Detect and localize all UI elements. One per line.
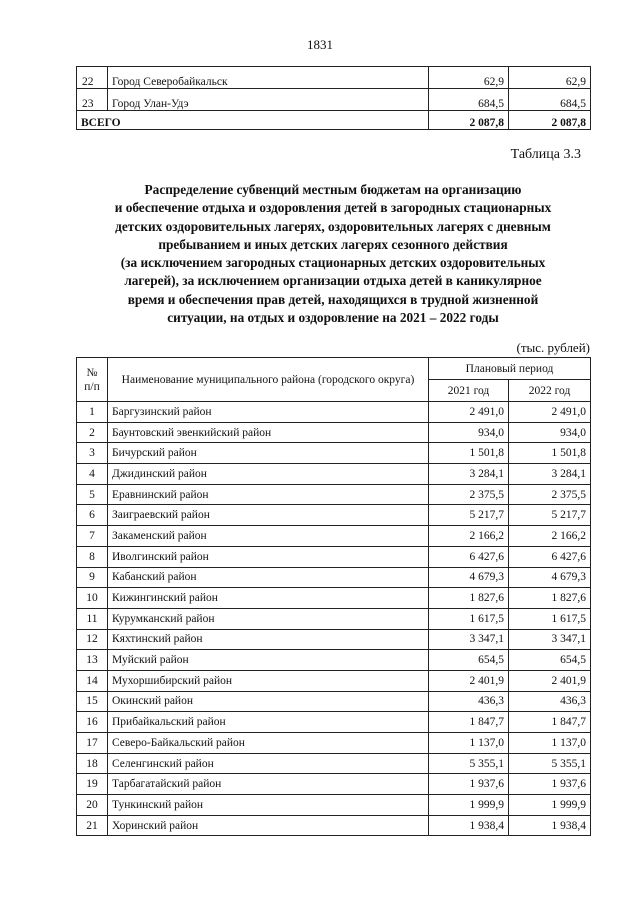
row-value-2021: 5 355,1 <box>429 753 509 774</box>
row-value-2021: 3 347,1 <box>429 629 509 650</box>
previous-table-body <box>77 67 591 130</box>
row-name: Селенгинский район <box>108 753 429 774</box>
row-number: 22 <box>77 67 108 89</box>
row-number: 7 <box>77 526 108 547</box>
row-value-2022: 1 938,4 <box>509 815 591 836</box>
row-value-2021: 1 501,8 <box>429 443 509 464</box>
row-number: 23 <box>77 89 108 111</box>
row-number: 12 <box>77 629 108 650</box>
row-name: Кабанский район <box>108 567 429 588</box>
row-value-2022: 1 501,8 <box>509 443 591 464</box>
units-label: (тыс. рублей) <box>516 340 590 355</box>
row-value-2022: 2 491,0 <box>509 402 591 423</box>
row-value-2021: 3 284,1 <box>429 464 509 485</box>
row-number: 21 <box>77 815 108 836</box>
table-row <box>77 608 591 629</box>
row-value-2021: 934,0 <box>429 422 509 443</box>
table-title <box>76 181 590 327</box>
total-label: ВСЕГО <box>77 111 429 130</box>
row-value-2022: 2 401,9 <box>509 670 591 691</box>
row-name: Прибайкальский район <box>108 712 429 733</box>
row-value-2021: 62,9 <box>429 67 509 89</box>
row-number: 4 <box>77 464 108 485</box>
row-value-2022: 62,9 <box>509 67 591 89</box>
row-number: 11 <box>77 608 108 629</box>
row-name: Хоринский район <box>108 815 429 836</box>
row-number: 5 <box>77 484 108 505</box>
row-value-2022: 5 355,1 <box>509 753 591 774</box>
row-value-2022: 3 284,1 <box>509 464 591 485</box>
header-2022: 2022 год <box>509 380 591 402</box>
row-value-2021: 2 375,5 <box>429 484 509 505</box>
row-name: Муйский район <box>108 650 429 671</box>
table-row <box>77 546 591 567</box>
title-line: лагерей), за исключением организации отдыха детей в каникулярное <box>124 273 542 289</box>
title-line: пребыванием и иных детских лагерях сезонного действия <box>158 236 508 252</box>
row-number: 15 <box>77 691 108 712</box>
table-body <box>77 402 591 836</box>
row-value-2021: 6 427,6 <box>429 546 509 567</box>
row-name: Еравнинский район <box>108 484 429 505</box>
row-number: 3 <box>77 443 108 464</box>
row-value-2021: 2 491,0 <box>429 402 509 423</box>
row-number: 14 <box>77 670 108 691</box>
title-line: Распределение субвенций местным бюджетам на организацию <box>144 182 522 197</box>
row-value-2022: 6 427,6 <box>509 546 591 567</box>
table-header <box>77 358 591 402</box>
row-name: Заиграевский район <box>108 505 429 526</box>
row-name: Окинский район <box>108 691 429 712</box>
table-row <box>77 670 591 691</box>
row-number: 18 <box>77 753 108 774</box>
row-number: 16 <box>77 712 108 733</box>
row-value-2021: 436,3 <box>429 691 509 712</box>
previous-table-continuation <box>76 66 591 130</box>
row-value-2021: 1 999,9 <box>429 795 509 816</box>
row-value-2021: 1 937,6 <box>429 774 509 795</box>
row-value-2021: 1 137,0 <box>429 733 509 754</box>
row-number: 13 <box>77 650 108 671</box>
page-number: 1831 <box>307 37 333 52</box>
table-row <box>77 795 591 816</box>
row-value-2021: 2 401,9 <box>429 670 509 691</box>
header-2021: 2021 год <box>429 380 509 402</box>
row-name: Кижингинский район <box>108 588 429 609</box>
table-row <box>77 712 591 733</box>
row-name: Северо-Байкальский район <box>108 733 429 754</box>
row-value-2021: 5 217,7 <box>429 505 509 526</box>
table-row <box>77 526 591 547</box>
row-value-2021: 684,5 <box>429 89 509 111</box>
row-value-2022: 1 847,7 <box>509 712 591 733</box>
table-row <box>77 505 591 526</box>
row-value-2021: 1 938,4 <box>429 815 509 836</box>
table-caption: Таблица 3.3 <box>510 147 581 162</box>
total-row <box>77 111 591 130</box>
row-number: 6 <box>77 505 108 526</box>
row-name: Кяхтинский район <box>108 629 429 650</box>
table-row <box>77 464 591 485</box>
row-value-2022: 684,5 <box>509 89 591 111</box>
table-row <box>77 815 591 836</box>
table-row <box>77 588 591 609</box>
row-value-2022: 2 375,5 <box>509 484 591 505</box>
row-name: Город Улан-Удэ <box>108 89 429 111</box>
title-line: детских оздоровительных лагерях, оздоровительных лагерях с дневным <box>115 218 551 234</box>
row-value-2021: 2 166,2 <box>429 526 509 547</box>
table-row <box>77 422 591 443</box>
title-line: время и обеспечения прав детей, находящихся в трудной жизненной <box>127 291 539 307</box>
row-value-2022: 1 937,6 <box>509 774 591 795</box>
row-number: 1 <box>77 402 108 423</box>
table-row <box>77 691 591 712</box>
row-number: 19 <box>77 774 108 795</box>
row-name: Бичурский район <box>108 443 429 464</box>
title-line: (за исключением загородных стационарных детских оздоровительных <box>120 255 546 271</box>
total-value-2021: 2 087,8 <box>429 111 509 130</box>
row-value-2022: 654,5 <box>509 650 591 671</box>
row-name: Закаменский район <box>108 526 429 547</box>
table-row <box>77 753 591 774</box>
row-value-2022: 3 347,1 <box>509 629 591 650</box>
table-row <box>77 650 591 671</box>
subvention-table <box>76 357 591 836</box>
row-name: Джидинский район <box>108 464 429 485</box>
row-value-2021: 1 847,7 <box>429 712 509 733</box>
table-row <box>77 67 591 89</box>
row-value-2022: 1 137,0 <box>509 733 591 754</box>
row-name: Тункинский район <box>108 795 429 816</box>
header-name: Наименование муниципального района (городского округа) <box>108 358 429 402</box>
row-name: Баргузинский район <box>108 402 429 423</box>
row-value-2021: 4 679,3 <box>429 567 509 588</box>
row-value-2022: 436,3 <box>509 691 591 712</box>
row-value-2021: 1 827,6 <box>429 588 509 609</box>
table-row <box>77 567 591 588</box>
row-value-2022: 4 679,3 <box>509 567 591 588</box>
row-number: 17 <box>77 733 108 754</box>
row-number: 2 <box>77 422 108 443</box>
title-line: ситуации, на отдых и оздоровление на 2021 – 2022 годы <box>167 310 499 326</box>
row-number: 10 <box>77 588 108 609</box>
total-value-2022: 2 087,8 <box>509 111 591 130</box>
table-row <box>77 89 591 111</box>
row-name: Баунтовский эвенкийский район <box>108 422 429 443</box>
row-number: 9 <box>77 567 108 588</box>
row-value-2022: 5 217,7 <box>509 505 591 526</box>
table-row <box>77 443 591 464</box>
row-name: Город Северобайкальск <box>108 67 429 89</box>
row-value-2022: 1 827,6 <box>509 588 591 609</box>
row-value-2022: 934,0 <box>509 422 591 443</box>
row-name: Иволгинский район <box>108 546 429 567</box>
row-value-2022: 1 617,5 <box>509 608 591 629</box>
row-name: Тарбагатайский район <box>108 774 429 795</box>
row-value-2022: 1 999,9 <box>509 795 591 816</box>
table-row <box>77 774 591 795</box>
row-value-2021: 654,5 <box>429 650 509 671</box>
row-name: Курумканский район <box>108 608 429 629</box>
row-name: Мухоршибирский район <box>108 670 429 691</box>
row-value-2021: 1 617,5 <box>429 608 509 629</box>
table-row <box>77 733 591 754</box>
table-row <box>77 484 591 505</box>
row-value-2022: 2 166,2 <box>509 526 591 547</box>
table-row <box>77 629 591 650</box>
row-number: 8 <box>77 546 108 567</box>
row-number: 20 <box>77 795 108 816</box>
title-line: и обеспечение отдыха и оздоровления детей в загородных стационарных <box>114 200 552 216</box>
header-num: № п/п <box>77 358 108 402</box>
table-row <box>77 402 591 423</box>
header-period: Плановый период <box>429 358 591 380</box>
